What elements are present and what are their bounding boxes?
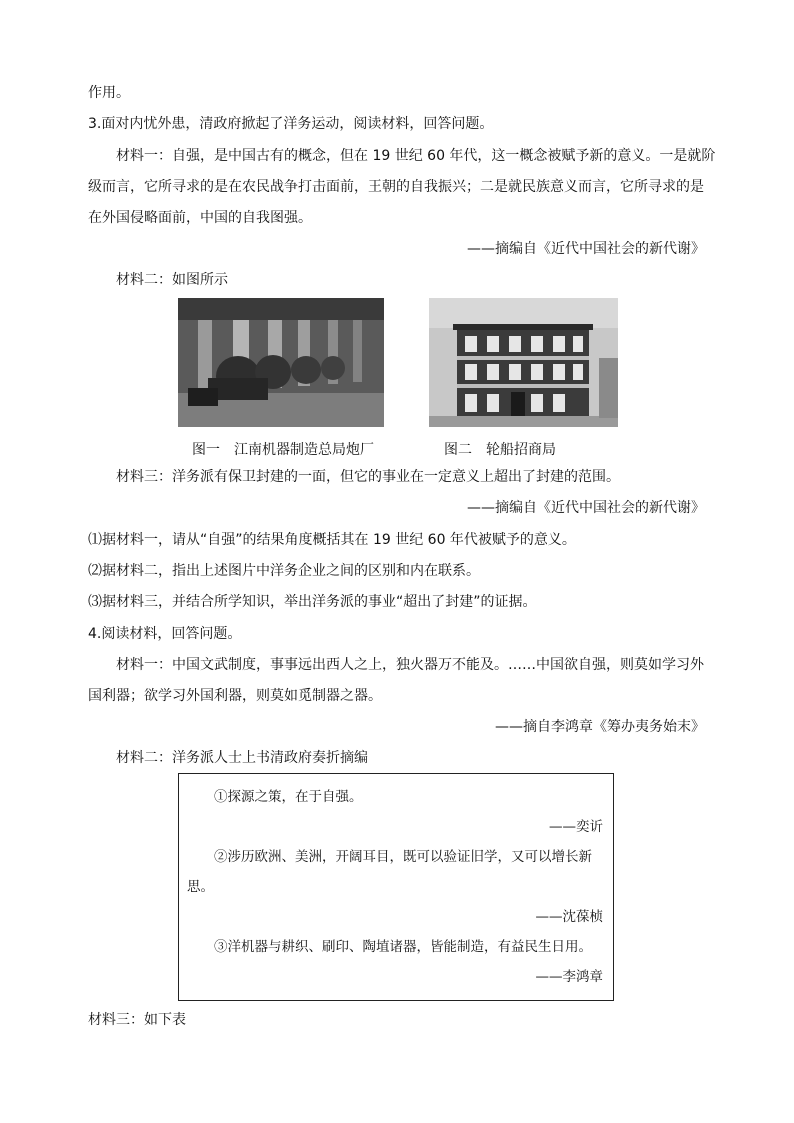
figure-2-caption: 图二 轮船招商局 — [444, 442, 556, 458]
figure-1-caption: 图一 江南机器制造总局炮厂 — [192, 442, 374, 458]
text-line: 级而言，它所寻求的是在农民战争打击面前，王朝的自我振兴；二是就民族意义而言，它所寻求的是 — [88, 179, 704, 195]
sub-question-3: ⑶据材料三，并结合所学知识，举出洋务派的事业“超出了封建”的证据。 — [88, 594, 537, 610]
text-line: 材料一：自强，是中国古有的概念，但在 19 世纪 60 年代，这一概念被赋予新的意义。一是就阶 — [116, 148, 716, 164]
quote-2-cont: 思。 — [187, 879, 214, 895]
question-3-heading: 3.面对内忧外患，清政府掀起了洋务运动，阅读材料，回答问题。 — [88, 116, 494, 132]
question-4-heading: 4.阅读材料，回答问题。 — [88, 626, 242, 642]
sub-question-1: ⑴据材料一，请从“自强”的结果角度概括其在 19 世纪 60 年代被赋予的意义。 — [88, 532, 576, 548]
text-line: 国利器；欲学习外国利器，则莫如觅制器之器。 — [88, 688, 382, 704]
text-line: 作用。 — [88, 85, 130, 101]
factory-photo — [178, 298, 384, 427]
quote-box — [178, 773, 614, 1001]
text-line: 材料三：如下表 — [88, 1012, 186, 1028]
building-photo — [429, 298, 618, 427]
quote-2: ②涉历欧洲、美洲，开阔耳目，既可以验证旧学，又可以增长新 — [214, 849, 592, 865]
text-line: 材料三：洋务派有保卫封建的一面，但它的事业在一定意义上超出了封建的范围。 — [116, 469, 620, 485]
sub-question-2: ⑵据材料二，指出上述图片中洋务企业之间的区别和内在联系。 — [88, 563, 480, 579]
source-citation: ——摘编自《近代中国社会的新代谢》 — [467, 241, 705, 257]
text-line: 材料一：中国文武制度，事事远出西人之上，独火器万不能及。……中国欲自强，则莫如学习外 — [116, 657, 704, 673]
quote-3: ③洋机器与耕织、刷印、陶埴诸器，皆能制造，有益民生日用。 — [214, 939, 592, 955]
quote-2-author: ——沈葆桢 — [535, 909, 603, 925]
quote-1-author: ——奕䜣 — [549, 819, 603, 835]
text-line: 在外国侵略面前，中国的自我图强。 — [88, 210, 312, 226]
quote-3-author: ——李鸿章 — [535, 969, 603, 985]
text-line: 材料二：洋务派人士上书清政府奏折摘编 — [116, 750, 368, 766]
text-line: 材料二：如图所示 — [116, 272, 228, 288]
source-citation: ——摘自李鸿章《筹办夷务始末》 — [495, 719, 705, 735]
source-citation: ——摘编自《近代中国社会的新代谢》 — [467, 500, 705, 516]
quote-1: ①探源之策，在于自强。 — [214, 789, 363, 805]
